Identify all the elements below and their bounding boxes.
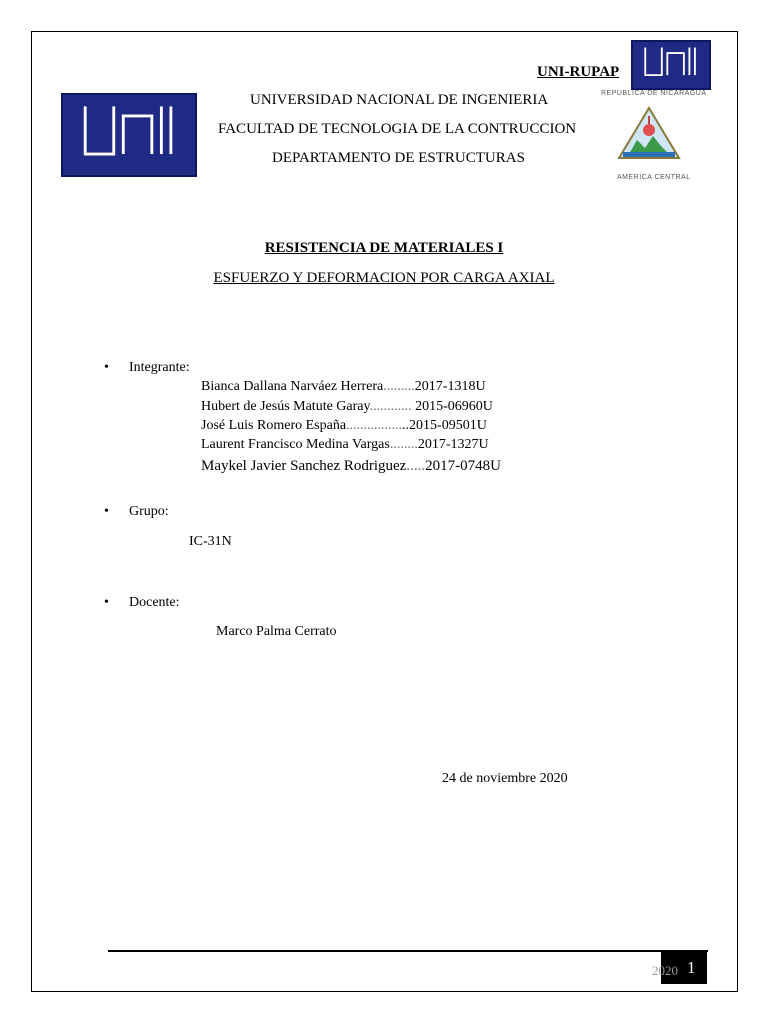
members-label: Integrante: bbox=[129, 360, 190, 375]
group-label: Grupo: bbox=[129, 504, 169, 519]
member-name: José Luis Romero España bbox=[201, 418, 347, 433]
uni-logo-left bbox=[61, 93, 197, 177]
members-section bbox=[104, 360, 190, 376]
member-name: Maykel Javier Sanchez Rodriguez bbox=[201, 458, 407, 474]
bullet-icon: • bbox=[104, 504, 109, 519]
leader-dots: ................ bbox=[346, 418, 403, 433]
leader-dots: ........ bbox=[389, 437, 418, 452]
seal-text-top: REPUBLICA DE NICARAGUA bbox=[601, 90, 707, 97]
member-row bbox=[201, 399, 493, 415]
footer-year: 2020 bbox=[652, 963, 678, 978]
member-row bbox=[201, 379, 486, 395]
member-name: Bianca Dallana Narváez Herrera bbox=[201, 379, 384, 394]
uni-logo-right bbox=[631, 40, 711, 90]
member-row bbox=[201, 418, 487, 434]
uni-logo-icon bbox=[63, 95, 195, 175]
member-id: 2017-1318U bbox=[414, 379, 486, 394]
teacher-value: Marco Palma Cerrato bbox=[216, 624, 337, 639]
bullet-icon: • bbox=[104, 360, 109, 375]
leader-dots: ......... bbox=[383, 379, 415, 394]
member-id: 2015-06960U bbox=[415, 399, 493, 414]
faculty-name: FACULTAD DE TECNOLOGIA DE LA CONTRUCCION bbox=[218, 121, 577, 137]
group-value: IC-31N bbox=[189, 534, 232, 549]
footer-rule bbox=[108, 950, 708, 952]
leader-dots: ..... bbox=[406, 458, 426, 474]
department-name: DEPARTAMENTO DE ESTRUCTURAS bbox=[272, 150, 525, 166]
group-section bbox=[104, 504, 169, 520]
bullet-icon: • bbox=[104, 595, 109, 610]
topic-title: ESFUERZO Y DEFORMACION POR CARGA AXIAL bbox=[213, 270, 555, 286]
page-number: 1 bbox=[687, 958, 696, 977]
teacher-section bbox=[104, 595, 180, 611]
course-title: RESISTENCIA DE MATERIALES I bbox=[264, 240, 504, 256]
member-row bbox=[201, 437, 489, 453]
member-name: Laurent Francisco Medina Vargas bbox=[201, 437, 390, 452]
member-id: 2017-0748U bbox=[425, 458, 501, 474]
member-row bbox=[201, 458, 501, 475]
member-name: Hubert de Jesús Matute Garay bbox=[201, 399, 370, 414]
nicaragua-seal bbox=[597, 88, 707, 190]
member-id: 2017-1327U bbox=[417, 437, 489, 452]
uni-rupap-label: UNI-RUPAP bbox=[537, 64, 620, 80]
document-date: 24 de noviembre 2020 bbox=[442, 771, 568, 786]
seal-text-bottom: AMERICA CENTRAL bbox=[617, 174, 691, 181]
teacher-label: Docente: bbox=[129, 595, 180, 610]
university-name: UNIVERSIDAD NACIONAL DE INGENIERIA bbox=[250, 92, 549, 108]
member-id: ..2015-09501U bbox=[402, 418, 487, 433]
leader-dots: ............ bbox=[369, 399, 416, 414]
uni-logo-small-icon bbox=[633, 42, 709, 88]
